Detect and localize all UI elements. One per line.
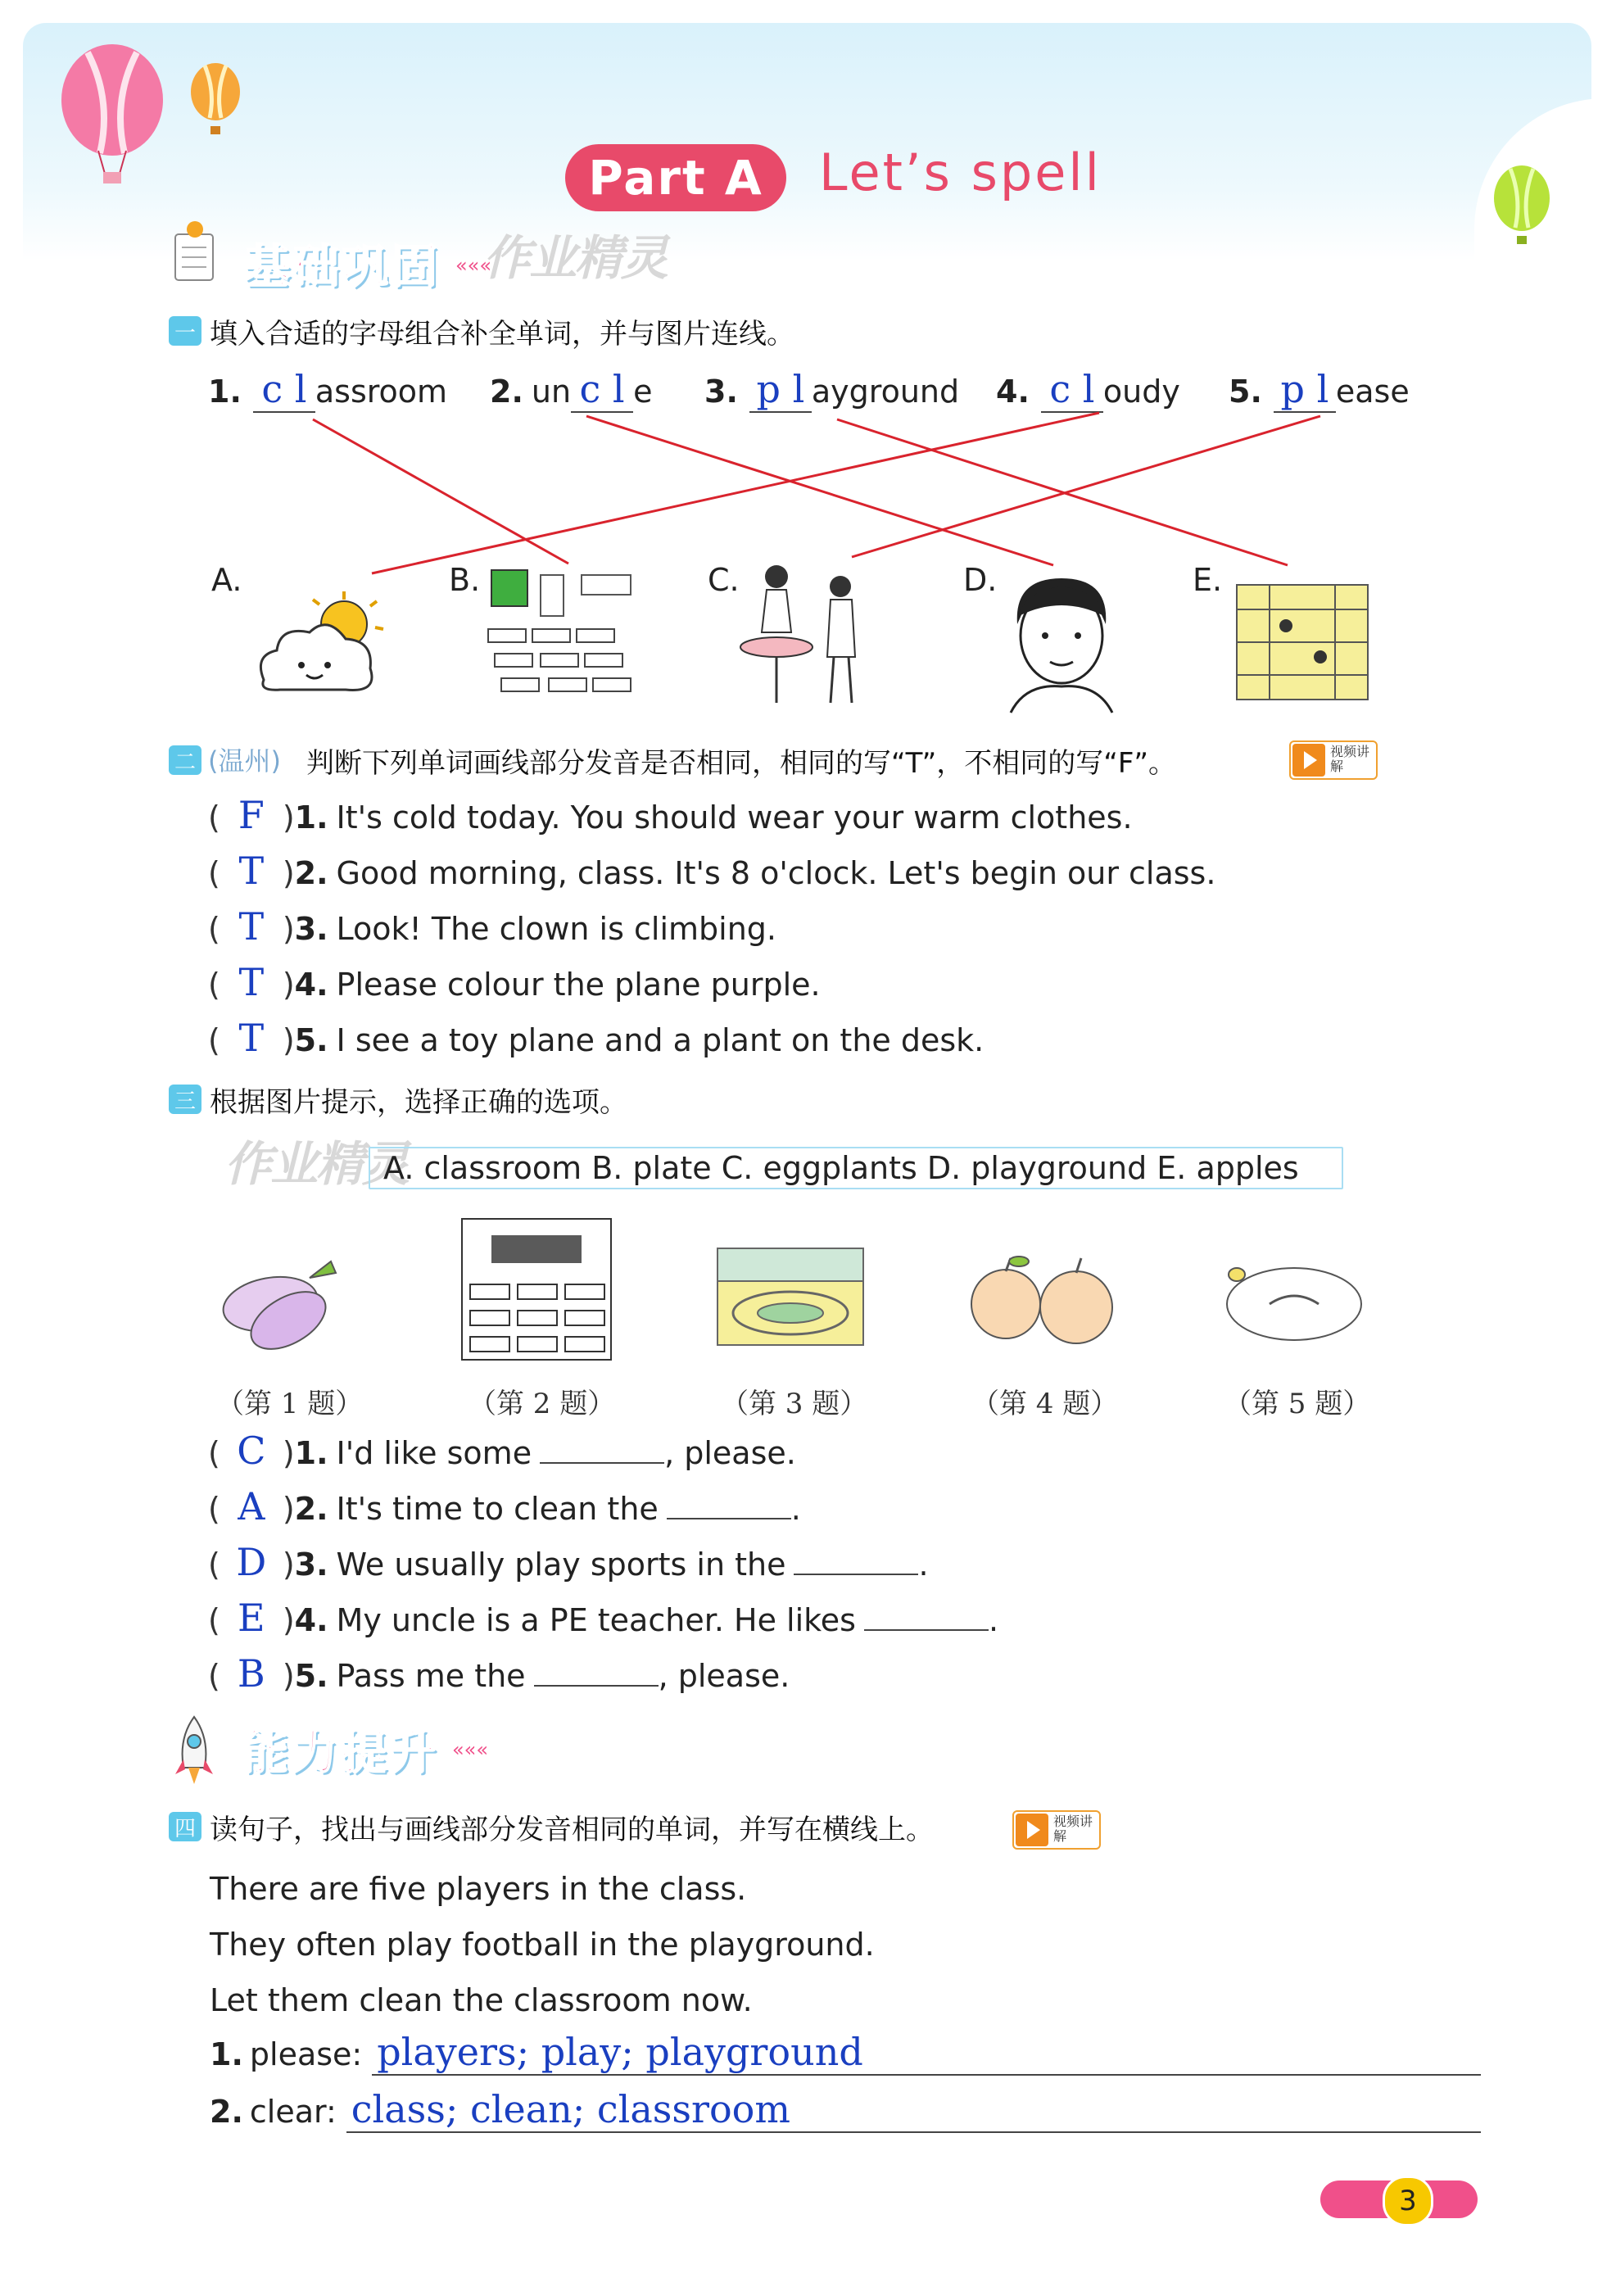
- task-instruction: 根据图片提示，选择正确的选项。: [210, 1086, 627, 1119]
- answer-blank[interactable]: T: [238, 849, 265, 893]
- sentence: Let them clean the classroom now.: [210, 1982, 753, 2018]
- playground-icon: [713, 1243, 868, 1350]
- sentence: They often play football in the playground.: [210, 1927, 875, 1963]
- picture-label: A.: [211, 562, 242, 598]
- match-line: [372, 413, 1099, 573]
- section-title-advanced: 能力提升: [242, 1727, 439, 1780]
- play-icon: [1016, 1814, 1048, 1846]
- picture-caption: （第 4 题）: [971, 1388, 1119, 1420]
- page-number: 3: [1383, 2176, 1433, 2226]
- question-number: 3.: [704, 374, 738, 410]
- watermark: 作业精灵: [224, 1136, 409, 1192]
- couple-icon: [734, 559, 881, 714]
- answer-blank[interactable]: T: [238, 960, 265, 1004]
- answer-blank[interactable]: T: [238, 904, 265, 949]
- question-text: It's cold today. You should wear your warm clothes.: [336, 799, 1133, 836]
- picture-label: C.: [708, 562, 740, 598]
- list-item: ( D ) 3. We usually play sports in the .: [208, 1540, 929, 1584]
- fill-blank[interactable]: [864, 1629, 989, 1631]
- options-box: A. classroom B. plate C. eggplants D. playground E. apples: [369, 1147, 1343, 1189]
- match-line: [837, 419, 1288, 565]
- matching-lines: [0, 0, 1616, 655]
- question-text: I see a toy plane and a plant on the desk.: [336, 1022, 985, 1058]
- picture-label: B.: [449, 562, 481, 598]
- fill-blank[interactable]: [534, 1685, 659, 1687]
- list-item: ( A ) 2. It's time to clean the .: [208, 1484, 801, 1528]
- question-text: , please.: [658, 1658, 790, 1694]
- question-text: Good morning, class. It's 8 o'clock. Let's begin our class.: [336, 855, 1216, 891]
- play-icon: [1292, 744, 1325, 777]
- question-number: 3.: [294, 1547, 328, 1583]
- answer-blank[interactable]: C: [237, 1429, 266, 1473]
- classroom-icon: [483, 567, 639, 706]
- question-text: My uncle is a PE teacher. He likes: [336, 1602, 856, 1638]
- classroom-icon: [459, 1216, 614, 1363]
- watermark: 作业精灵: [483, 230, 668, 286]
- task-badge: 二: [169, 745, 201, 775]
- plate-icon: [1220, 1258, 1368, 1348]
- list-item: ( E ) 4. My uncle is a PE teacher. He likes .: [208, 1596, 999, 1640]
- question-number: 1.: [210, 2036, 243, 2072]
- question-number: 3.: [294, 911, 328, 947]
- word-suffix: assroom: [315, 374, 448, 410]
- question-text: It's time to clean the: [336, 1491, 659, 1527]
- video-label: 视频讲解: [1053, 1814, 1093, 1844]
- question-number: 4.: [294, 967, 328, 1003]
- fill-blank[interactable]: [540, 1462, 664, 1464]
- list-item: ( T ) 3. Look! The clown is climbing.: [208, 904, 776, 949]
- answer-line[interactable]: players; play; playground: [372, 2030, 1481, 2076]
- task-instruction: 填入合适的字母组合补全单词，并与图片连线。: [210, 318, 794, 351]
- answer-blank[interactable]: A: [238, 1484, 265, 1528]
- question-number: 1.: [294, 1435, 328, 1471]
- answer-blank[interactable]: p l: [749, 367, 812, 413]
- task-badge: 四: [169, 1812, 201, 1841]
- answer-blank[interactable]: p l: [1274, 367, 1336, 413]
- answer-blank[interactable]: c l: [253, 367, 315, 413]
- question-number: 1.: [208, 374, 242, 410]
- playground-icon: [1229, 568, 1376, 708]
- task-instruction: 判断下列单词画线部分发音是否相同，相同的写“T”，不相同的写“F”。: [306, 747, 1177, 780]
- list-item: ( C ) 1. I'd like some , please.: [208, 1429, 796, 1473]
- question-text: .: [790, 1491, 801, 1527]
- picture-caption: （第 3 题）: [721, 1388, 868, 1420]
- word-suffix: e: [633, 374, 653, 410]
- answer-row: [210, 2087, 1481, 2133]
- target-word: clear:: [249, 2094, 337, 2130]
- eggplant-icon: [221, 1245, 344, 1352]
- list-item: ( T ) 4. Please colour the plane purple.: [208, 960, 821, 1004]
- cloud-sun-icon: [247, 590, 387, 704]
- question-number: 2.: [294, 1491, 328, 1527]
- sentence: There are five players in the class.: [210, 1871, 747, 1907]
- list-item: ( T ) 2. Good morning, class. It's 8 o'clock. Let's begin our class.: [208, 849, 1216, 893]
- question-number: 4.: [294, 1602, 328, 1638]
- answer-blank[interactable]: c l: [571, 367, 633, 413]
- question-number: 2.: [210, 2094, 243, 2130]
- list-item: ( B ) 5. Pass me the , please.: [208, 1651, 790, 1696]
- list-item: ( T ) 5. I see a toy plane and a plant on the desk.: [208, 1016, 985, 1060]
- question-text: Look! The clown is climbing.: [336, 911, 776, 947]
- section-title-basic: 基础巩固: [244, 241, 441, 294]
- word-prefix: un: [531, 374, 572, 410]
- fill-blank[interactable]: [667, 1518, 791, 1519]
- video-explain-button[interactable]: [1289, 740, 1378, 780]
- question-number: 5.: [294, 1658, 328, 1694]
- arrows-decoration: «««: [452, 1738, 489, 1761]
- picture-caption: （第 2 题）: [469, 1388, 616, 1420]
- word-suffix: oudy: [1102, 374, 1180, 410]
- question-text: .: [918, 1547, 929, 1583]
- rocket-icon: [172, 1714, 216, 1787]
- task-badge: 一: [169, 316, 201, 346]
- word-suffix: ayground: [811, 374, 960, 410]
- question-number: 5.: [294, 1022, 328, 1058]
- picture-caption: （第 1 题）: [216, 1388, 364, 1420]
- apples-icon: [965, 1250, 1120, 1356]
- answer-blank[interactable]: F: [238, 793, 265, 837]
- match-line: [313, 419, 568, 564]
- answer-blank[interactable]: T: [238, 1016, 265, 1060]
- answer-blank[interactable]: E: [238, 1596, 265, 1640]
- task-instruction: 读句子，找出与画线部分发音相同的单词，并写在横线上。: [210, 1814, 934, 1846]
- picture-label: E.: [1193, 562, 1223, 598]
- answer-line[interactable]: class; clean; classroom: [346, 2087, 1481, 2133]
- part-label: Part A: [565, 144, 786, 211]
- fill-blank[interactable]: [794, 1574, 918, 1575]
- question-number: 1.: [294, 799, 328, 836]
- question-number: 5.: [1229, 374, 1262, 410]
- video-label: 视频讲解: [1330, 744, 1370, 774]
- boy-face-icon: [993, 567, 1132, 714]
- task-badge: 三: [169, 1085, 201, 1114]
- picture-caption: （第 5 题）: [1224, 1388, 1371, 1420]
- question-number: 4.: [996, 374, 1030, 410]
- answer-blank[interactable]: D: [236, 1540, 267, 1584]
- question-number: 2.: [294, 855, 328, 891]
- word-suffix: ease: [1335, 374, 1410, 410]
- question-text: , please.: [664, 1435, 796, 1471]
- question-text: Please colour the plane purple.: [336, 967, 821, 1003]
- question-text: .: [988, 1602, 999, 1638]
- answer-blank[interactable]: B: [237, 1651, 265, 1696]
- answer-blank[interactable]: c l: [1041, 367, 1103, 413]
- target-word: please:: [249, 2036, 363, 2072]
- video-explain-button[interactable]: [1012, 1810, 1101, 1850]
- task-region: (温州): [208, 745, 281, 777]
- answer-row: [210, 2030, 1481, 2076]
- arrows-decoration: «««: [455, 254, 492, 277]
- question-number: 2.: [490, 374, 523, 410]
- picture-label: D.: [963, 562, 998, 598]
- list-item: ( F ) 1. It's cold today. You should wear your warm clothes.: [208, 793, 1133, 837]
- page-title: Let’s spell: [819, 143, 1102, 202]
- question-text: Pass me the: [336, 1658, 526, 1694]
- question-text: We usually play sports in the: [336, 1547, 786, 1583]
- question-text: I'd like some: [336, 1435, 532, 1471]
- match-line: [852, 416, 1320, 557]
